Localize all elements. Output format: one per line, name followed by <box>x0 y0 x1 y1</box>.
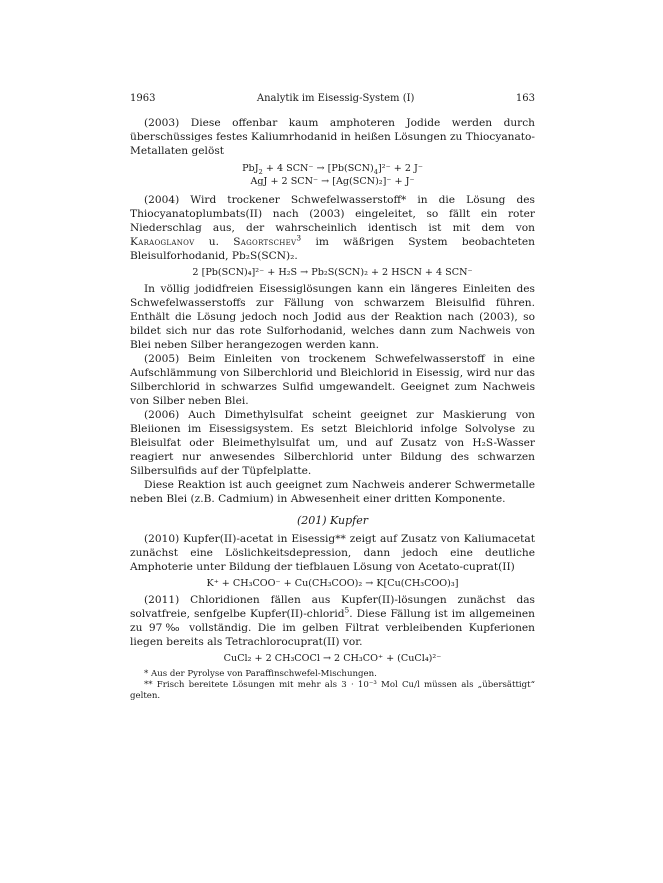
running-header <box>130 92 535 106</box>
paragraph-2005: (2005) Beim Einleiten von trockenem Schwefelwasserstoff in eine Aufschlämmung von Silberchlorid und Bleichlorid in Eisessig, wird nur das Silberchlorid in schwarzes Sulfid umgewandelt. Geeignet zum Nachweis von Silber neben Blei. <box>130 353 535 407</box>
p2004-text-b: u. <box>194 236 234 248</box>
reference-3: 3 <box>296 233 302 243</box>
p2004-text-c: im wäßrigen System beobachteten Bleisulforhodanid, Pb₂S(SCN)₂. <box>130 236 535 262</box>
equation-2: AgJ + 2 SCN⁻ → [Ag(SCN)₂]⁻ + J⁻ <box>250 176 415 187</box>
eq1-lhs: PbJ <box>242 163 259 174</box>
equation-1: PbJ$_2$ + 4 $SCN^- \to [Pb(SCN)_4]^{2-} + 2$ J⁻ <box>242 163 423 176</box>
p2011-text-b: . Diese Fällung ist im allgemeinen zu 97‰ vollständig. Die im gelben Filtrat verbleibenden Kupferionen liegen bereits als Tetrachlorocuprat(II) vor. <box>130 608 535 648</box>
footnote-2: ** Frisch bereitete Lösungen mit mehr als 3 · 10⁻³ Mol Cu/l müssen als „übersättigt“ gelten. <box>130 680 535 701</box>
header-year: 1963 <box>130 93 156 104</box>
footnotes <box>130 669 535 702</box>
paragraph-2004 <box>130 193 535 263</box>
page-number: 163 <box>515 93 535 104</box>
reference-5: 5 <box>344 605 350 615</box>
equation-5: CuCl₂ + 2 CH₃COCl → 2 CH₃CO⁺ + (CuCl₄)²⁻ <box>223 653 442 664</box>
p2011-text-a: (2011) Chloridionen fällen aus Kupfer(II)-lösungen zunächst das solvatfreie, senfgelbe Kupfer(II)-chlorid <box>130 594 535 620</box>
paragraph-2006-continued: Diese Reaktion ist auch geeignet zum Nachweis anderer Schwermetalle neben Blei (z.B. Cadmium) in Abwesenheit einer dritten Komponente. <box>130 479 535 505</box>
paragraph-2006: (2006) Auch Dimethylsulfat scheint geeignet zur Maskierung von Bleiionen im Eisessigsystem. Es setzt Bleichlorid infolge Solvolyse zu Bleisulfat oder Bleimethylsulfat um, und auf Zusatz von H₂S-Wasser reagiert nur anwesendes Silberchlorid unter Bildung des schwarzen Silbersulfids auf der Tüpfelplatte. <box>130 409 535 477</box>
eq1-end: ]²⁻ + 2 J⁻ <box>378 163 423 174</box>
p2004-text-a: (2004) Wird trockener Schwefelwasserstoff* in die Lösung des Thiocyanatoplumbats(II) nach (2003) eingeleitet, so fällt ein roter Niederschlag aus, der wahrscheinlich identisch ist mit dem von <box>130 194 535 234</box>
paragraph-2003: (2003) Diese offenbar kaum amphoteren Jodide werden durch überschüssiges festes Kaliumrhodanid in heißen Lösungen zu Thiocyanato-Metallaten gelöst <box>130 117 535 157</box>
equation-3: 2 [Pb(SCN)₄]²⁻ + H₂S → Pb₂S(SCN)₂ + 2 HSCN + 4 SCN⁻ <box>192 267 473 278</box>
author-sagortschev: Sagortschev <box>233 236 297 248</box>
paragraph-2004-continued: In völlig jodidfreien Eisessiglösungen kann ein längeres Einleiten des Schwefelwasserstoffs zur Fällung von schwarzem Bleisulfid führen. Enthält die Lösung jedoch noch Jodid aus der Reaktion nach (2003), so bildet sich nur das rote Sulforhodanid, welches dann zum Nachweis von Blei neben Silber herangezogen werden kann. <box>130 283 535 351</box>
paragraph-2011 <box>130 593 535 649</box>
equation-4: K⁺ + CH₃COO⁻ + Cu(CH₃COO)₂ → K[Cu(CH₃COO)₃] <box>206 578 459 589</box>
paragraph-2010: (2010) Kupfer(II)-acetat in Eisessig** zeigt auf Zusatz von Kaliumacetat zunächst eine Löslichkeitsdepression, dann jedoch eine deutliche Amphoterie unter Bildung der tiefblauen Lösung von Acetato-cuprat(II) <box>130 533 535 573</box>
equation-group-2003 <box>130 162 535 188</box>
eq1-rhs: + 4 SCN⁻ → [Pb(SCN) <box>262 163 374 174</box>
footnote-1: * Aus der Pyrolyse von Paraffinschwefel-Mischungen. <box>144 669 377 679</box>
author-karaoglanov: Karaoglanov <box>130 236 195 248</box>
document-page <box>130 92 535 702</box>
section-title-kupfer: (201) Kupfer <box>296 514 369 527</box>
header-title: Analytik im Eisessig-System (I) <box>256 93 415 104</box>
